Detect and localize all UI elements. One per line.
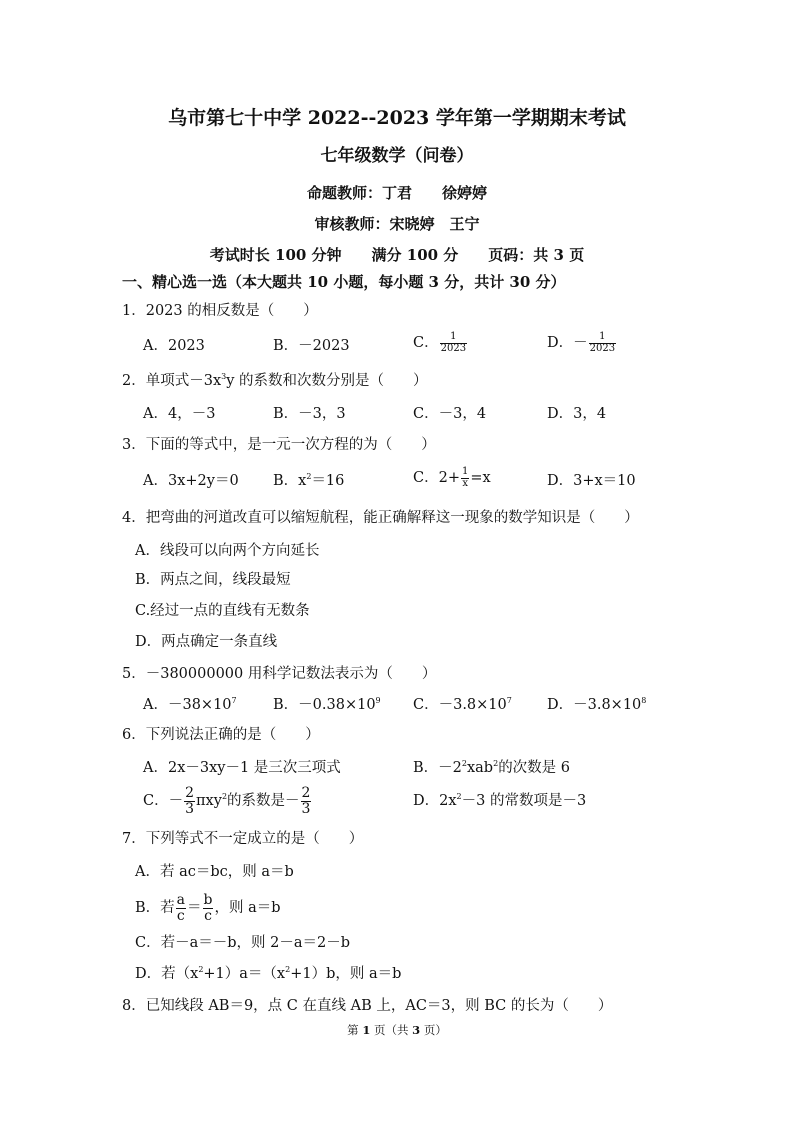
question-3-stem: 3．下面的等式中，是一元一次方程的为（ ） <box>122 437 436 453</box>
page-footer: 第 1 页（共 3 页） <box>347 1023 447 1037</box>
q6-option-c: C．－ $\frac{2}{3}$ πxy$^2$的系数是－ $\frac{2}{3}$ <box>143 785 311 817</box>
question-2-stem: 2．单项式$-3x^3y$ 的系数和次数分别是（ ） <box>122 372 428 389</box>
q5-option-b: B．$-0.38\times 10^9$ <box>273 696 381 713</box>
question-4-stem: 4．把弯曲的河道改直可以缩短航程，能正确解释这一现象的数学知识是（ ） <box>122 510 639 526</box>
q6-option-b: B．$-2^2xab^2$的次数是 6 <box>413 759 571 776</box>
q2-option-d: D．3，4 <box>547 406 607 422</box>
question-8-stem: 8．已知线段 AB＝9，点 C 在直线 AB 上，AC＝3，则 BC 的长为（ ） <box>122 998 613 1014</box>
q6-option-a: A．2x－3xy－1 是三次三项式 <box>143 760 341 776</box>
q7-b-fraction-2: $\frac{b}{c}$ <box>203 892 213 924</box>
q1-c-fraction: $\frac{1}{2023}$ <box>440 331 467 354</box>
q4-option-d: D．两点确定一条直线 <box>135 634 278 650</box>
q3-option-a: A．3x+2y＝0 <box>143 473 239 489</box>
q1-d-fraction: $\frac{1}{2023}$ <box>589 331 616 354</box>
question-5-stem: 5．－380000000 用科学记数法表示为（ ） <box>122 666 437 682</box>
question-7-stem: 7．下列等式不一定成立的是（ ） <box>122 831 364 847</box>
question-1-stem: 1．2023 的相反数是（ ） <box>122 303 318 319</box>
q4-option-a: A．线段可以向两个方向延长 <box>135 543 320 559</box>
q2-option-a: A．4，－3 <box>143 406 216 422</box>
exam-subtitle: 七年级数学（问卷） <box>320 146 474 166</box>
q5-option-d: D．$-3.8\times 10^8$ <box>547 696 647 713</box>
exam-info: 考试时长 100 分钟 满分 100 分 页码：共 3 页 <box>209 246 585 264</box>
exam-title: 乌市第七十中学 2022--2023 学年第一学期期末考试 <box>168 107 626 129</box>
q6-c-fraction-1: $\frac{2}{3}$ <box>185 785 195 817</box>
reviewers-line: 审核教师：宋晓婷 王宁 <box>314 215 480 233</box>
q7-option-d: D．若$(x^2+1)a=(x^2+1)b$，则 a＝b <box>135 965 402 982</box>
q5-option-c: C．$-3.8\times 10^7$ <box>413 696 512 713</box>
q7-option-c: C．若－a＝－b，则 2－a＝2－b <box>135 935 351 951</box>
q3-option-c: C．2+ $\frac{1}{x}$ =x <box>413 466 491 489</box>
q2-option-c: C．－3，4 <box>413 406 487 422</box>
q7-option-a: A．若 ac＝bc，则 a＝b <box>135 864 294 880</box>
question-6-stem: 6．下列说法正确的是（ ） <box>122 727 320 743</box>
q6-c-fraction-2: $\frac{2}{3}$ <box>301 785 311 817</box>
q3-c-fraction: $\frac{1}{x}$ <box>461 466 469 489</box>
q1-option-b: B．－2023 <box>273 338 350 354</box>
q4-option-b: B．两点之间，线段最短 <box>135 572 291 588</box>
q7-option-b: B．若 $\frac{a}{c}$ ＝ $\frac{b}{c}$ ，则 a＝b <box>135 892 281 924</box>
q1-option-a: A．2023 <box>143 338 205 354</box>
q7-b-fraction-1: $\frac{a}{c}$ <box>176 892 186 924</box>
q3-option-b: B．$x^2=16$ <box>273 472 345 489</box>
q2-option-b: B．－3，3 <box>273 406 346 422</box>
q3-option-d: D．3+x＝10 <box>547 473 636 489</box>
q5-option-a: A．$-38\times 10^7$ <box>143 696 237 713</box>
q1-option-c: C． $\frac{1}{2023}$ <box>413 331 467 354</box>
q1-option-d: D．－ $\frac{1}{2023}$ <box>547 331 616 354</box>
q6-option-d: D．$2x^2-3$ 的常数项是－3 <box>413 792 587 809</box>
q4-option-c: C.经过一点的直线有无数条 <box>135 603 310 619</box>
authors-line: 命题教师：丁君 徐婷婷 <box>306 184 487 202</box>
section-heading: 一、精心选一选（本大题共 10 小题，每小题 3 分，共计 30 分） <box>122 273 566 291</box>
